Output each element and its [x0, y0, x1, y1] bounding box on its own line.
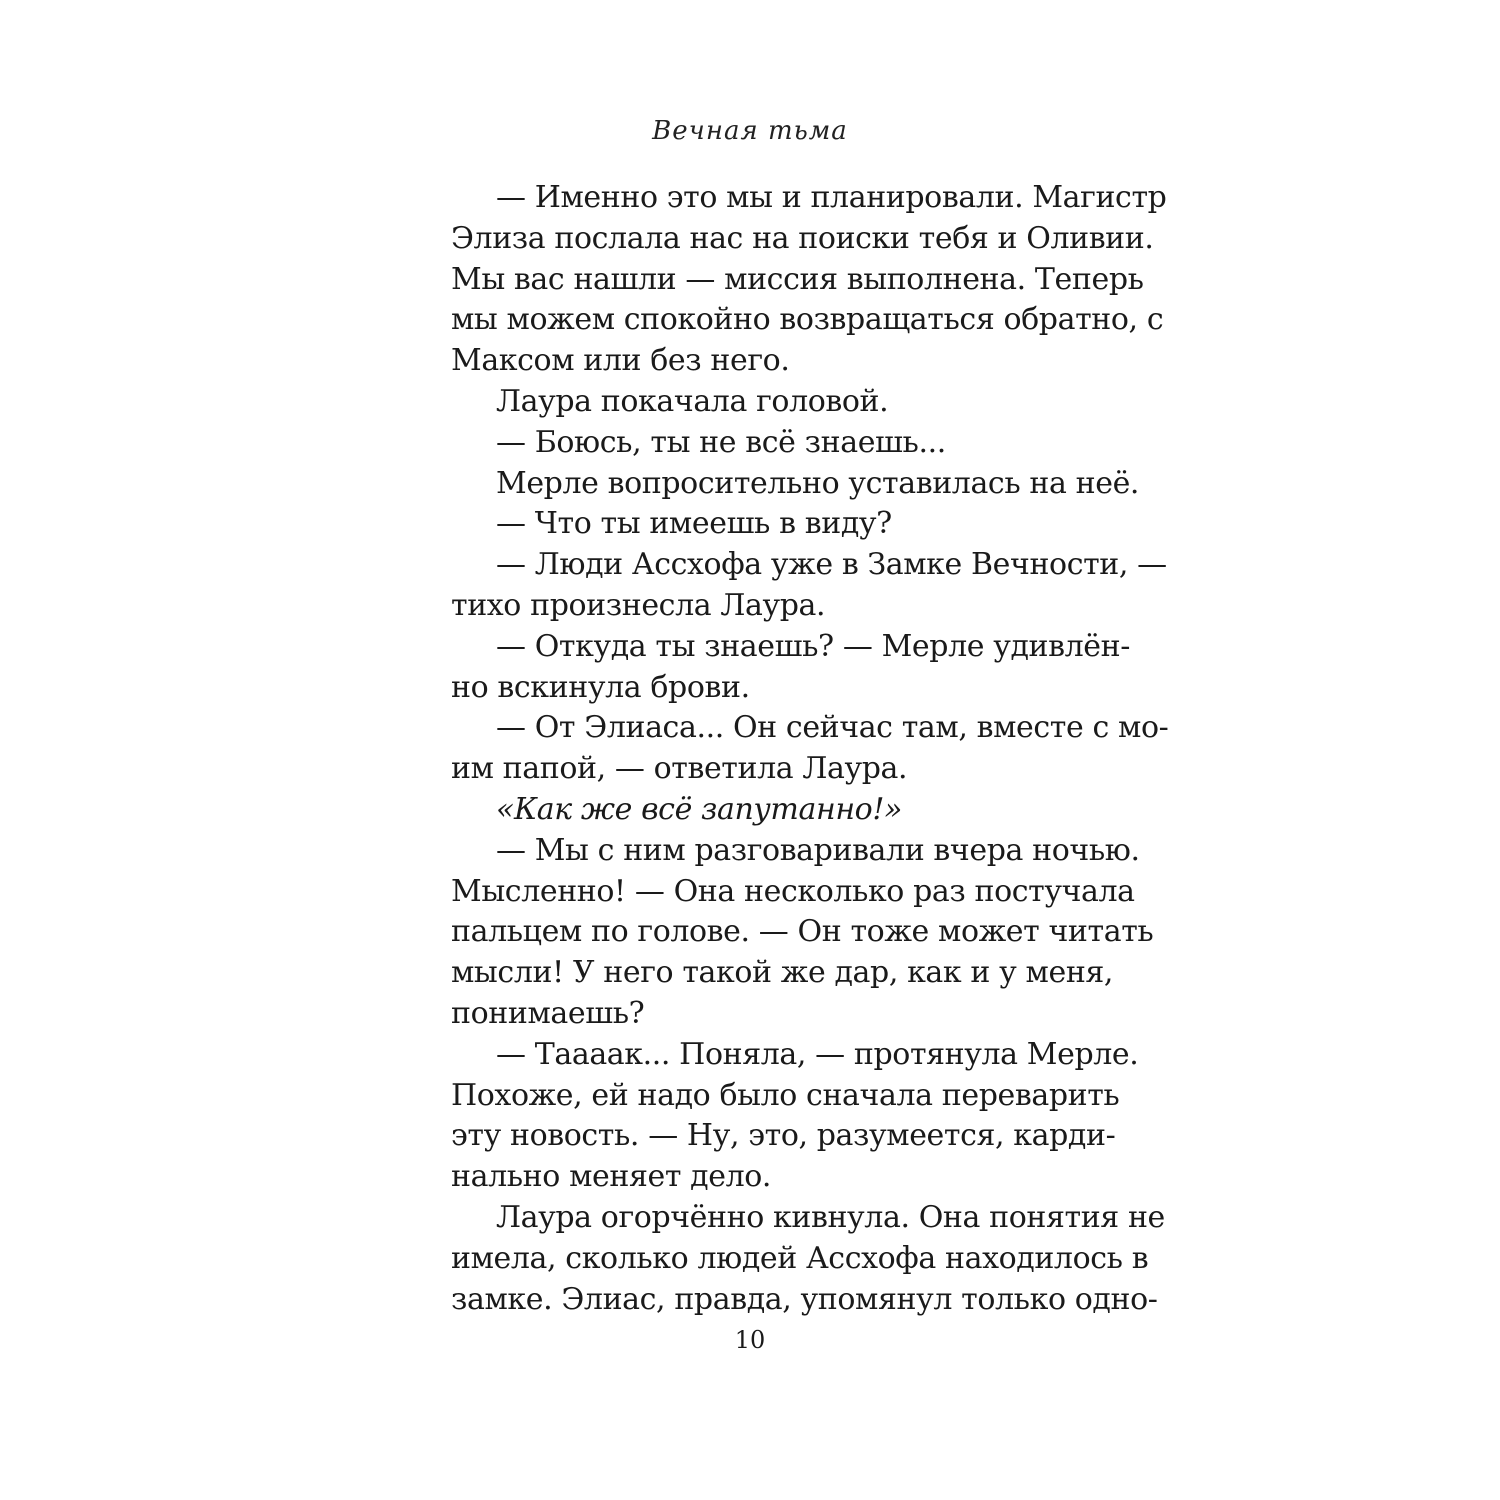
text-line: мысли! У него такой же дар, как и у меня, [451, 955, 1114, 991]
text-line: им папой, — ответила Лаура. [451, 751, 908, 787]
text-line: мы можем спокойно возвращаться обратно, с [451, 302, 1164, 338]
text-line: имела, сколько людей Ассхофа находилось в [451, 1240, 1149, 1276]
text-line: Лаура огорчённо кивнула. Она понятия не [496, 1199, 1165, 1235]
text-line: — Боюсь, ты не всё знаешь... [496, 424, 946, 460]
text-line: — Мы с ним разговаривали вчера ночью. [496, 832, 1140, 868]
text-line: — Люди Ассхофа уже в Замке Вечности, — [496, 547, 1167, 583]
italic-thought-line: «Как же всё запутанно!» [496, 791, 902, 827]
body-text [451, 178, 1169, 1320]
text-line: — Таааак... Поняла, — протянула Мерле. [496, 1036, 1139, 1072]
text-line: Максом или без него. [451, 343, 790, 379]
text-line: — Что ты имеешь в виду? [496, 506, 892, 542]
text-line: нально меняет дело. [451, 1159, 772, 1195]
text-line: замке. Элиас, правда, упомянул только одно- [451, 1281, 1158, 1317]
page-number: 10 [734, 1326, 766, 1354]
text-line: но вскинула брови. [451, 669, 750, 705]
text-line: Похоже, ей надо было сначала переварить [451, 1077, 1120, 1113]
text-line: тихо произнесла Лаура. [451, 587, 826, 623]
running-title: Вечная тьма [652, 116, 848, 146]
text-line: — Именно это мы и планировали. Магистр [496, 180, 1167, 215]
text-line: Лаура покачала головой. [496, 383, 889, 419]
text-line: понимаешь? [451, 995, 645, 1031]
text-line: — От Элиаса... Он сейчас там, вместе с мо- [496, 710, 1169, 746]
text-line: — Откуда ты знаешь? — Мерле удивлён- [496, 628, 1130, 664]
text-line: эту новость. — Ну, это, разумеется, карди- [451, 1118, 1116, 1154]
text-line: Мерле вопросительно уставилась на неё. [496, 465, 1140, 501]
text-line: Элиза послала нас на поиски тебя и Оливии. [451, 220, 1154, 256]
text-line: Мы вас нашли — миссия выполнена. Теперь [451, 261, 1144, 297]
text-line: пальцем по голове. — Он тоже может читать [451, 914, 1154, 950]
text-line: Мысленно! — Она несколько раз постучала [451, 873, 1135, 909]
